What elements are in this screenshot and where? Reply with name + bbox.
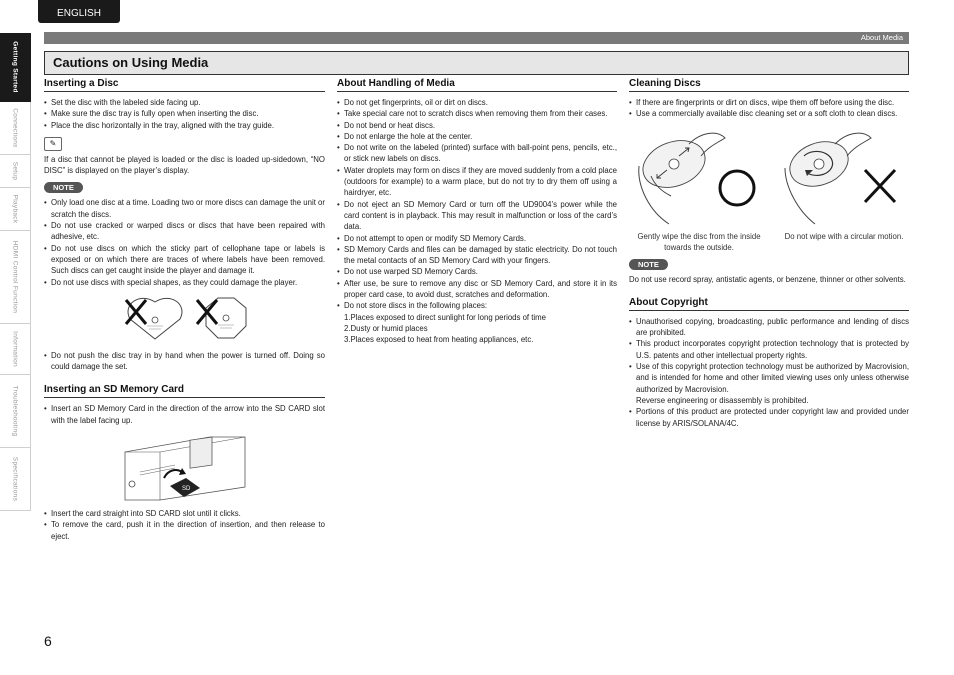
heading-handling: About Handling of Media <box>337 78 617 92</box>
sidebar-tab-connections[interactable]: Connections <box>0 102 31 155</box>
sd-label: SD <box>181 486 190 493</box>
list-item: • Do not push the disc tray in by hand when the power is turned off. Doing so could damage the set. <box>44 350 325 373</box>
sd-card-insertion-figure <box>120 432 250 502</box>
list-cleaning <box>629 97 909 120</box>
list-item: • Do not bend or heat discs. <box>337 120 617 131</box>
list-item: • Do not get fingerprints, oil or dirt on discs. <box>337 97 617 108</box>
cleaning-figure-ok <box>629 126 769 253</box>
wipe-inside-out-figure <box>629 126 769 226</box>
list-item: • Take special care not to scratch discs when removing them from their cases. <box>337 108 617 119</box>
memo-text: If a disc that cannot be played is loaded or the disc is loaded up-sidedown, “NO DISC” is displayed on the player’s display. <box>44 154 325 176</box>
note-badge: NOTE <box>629 259 668 270</box>
place-item: 2.Dusty or humid places <box>344 323 428 333</box>
column-left <box>44 78 325 542</box>
list-item: • Do not store discs in the following places: <box>337 300 617 311</box>
list-item: • Unauthorised copying, broadcasting, public performance and lending of discs are prohibited. <box>629 316 909 339</box>
caption-ok: Gently wipe the disc from the inside towards the outside. <box>637 231 761 252</box>
copyright-reverse: Reverse engineering or disassembly is prohibited. <box>636 395 809 405</box>
place-item: 3.Places exposed to heat from heating appliances, etc. <box>344 335 534 345</box>
list-item: • Do not attempt to open or modify SD Memory Cards. <box>337 233 617 244</box>
wipe-circular-figure <box>779 126 909 226</box>
language-tab: ENGLISH <box>38 0 120 23</box>
list-copyright-last <box>629 406 909 429</box>
list-item: • To remove the card, push it in the direction of insertion, and then release to eject. <box>44 519 325 542</box>
sidebar-tab-troubleshooting[interactable]: Troubleshooting <box>0 375 31 448</box>
sidebar-tab-specifications[interactable]: Specifications <box>0 448 31 511</box>
cleaning-figures <box>629 126 909 253</box>
list-item: • This product incorporates copyright protection technology that is protected by U.S. patents and other intellectual property rights. <box>629 338 909 361</box>
note-badge: NOTE <box>44 182 83 193</box>
page-title: Cautions on Using Media <box>53 55 209 70</box>
list-item: • Do not use discs on which the sticky part of cellophane tape or labels is exposed or on which there are traces of where labels have been removed. Such discs can get caught inside the player and damage it. <box>44 243 325 277</box>
heading-cleaning: Cleaning Discs <box>629 78 909 92</box>
sidebar-tab-playback[interactable]: Playback <box>0 188 31 231</box>
sidebar <box>0 33 30 511</box>
section-bar <box>44 32 909 44</box>
caption-ng: Do not wipe with a circular motion. <box>784 231 904 241</box>
heading-copyright: About Copyright <box>629 297 909 311</box>
list-item: • After use, be sure to remove any disc or SD Memory Card, and store it in its proper card case, to avoid dust, scratches and deformation. <box>337 278 617 301</box>
list-notes <box>44 197 325 287</box>
list-item: • Portions of this product are protected under copyright law and provided under license by ARIS/SOLANA/4C. <box>629 406 909 429</box>
list-item: • Set the disc with the labeled side facing up. <box>44 97 325 108</box>
list-item: • Insert an SD Memory Card in the direction of the arrow into the SD CARD slot with the label facing up. <box>44 403 325 426</box>
heading-sd-card: Inserting an SD Memory Card <box>44 384 325 398</box>
list-sd-card-after <box>44 508 325 542</box>
list-item: • Do not use discs with special shapes, as they could damage the player. <box>44 277 325 288</box>
list-item: • Do not eject an SD Memory Card or turn off the UD9004’s power while the card content is in playback. This may result in malfunction or loss of the card’s data. <box>337 199 617 233</box>
list-item: • Do not write on the labeled (printed) surface with ball-point pens, pencils, etc., or stick new labels on discs. <box>337 142 617 165</box>
heading-inserting-disc: Inserting a Disc <box>44 78 325 92</box>
place-item: 1.Places exposed to direct sunlight for long periods of time <box>344 312 546 322</box>
special-shape-discs-figure <box>110 294 260 344</box>
list-item: • Do not use cracked or warped discs or discs that have been repaired with adhesive, etc. <box>44 220 325 243</box>
list-item: • Insert the card straight into SD CARD slot until it clicks. <box>44 508 325 519</box>
list-after-figure <box>44 350 325 373</box>
list-item: • Use of this copyright protection technology must be authorized by Macrovision, and is intended for home and other limited viewing uses only unless otherwise authorized by Macrovision. <box>629 361 909 395</box>
list-item: • SD Memory Cards and files can be damaged by static electricity. Do not touch the metal contacts of an SD Memory Card with your fingers. <box>337 244 617 267</box>
column-middle <box>337 78 617 346</box>
list-item: • Place the disc horizontally in the tray, aligned with the tray guide. <box>44 120 325 131</box>
list-item: • Water droplets may form on discs if they are moved suddenly from a cold place (outdoors for example) to a warm place, but do not try to dry them off using a hairdryer, etc. <box>337 165 617 199</box>
sidebar-tab-getting-started[interactable]: Getting Started <box>0 33 31 102</box>
list-inserting-disc <box>44 97 325 131</box>
list-handling <box>337 97 617 312</box>
list-sd-card <box>44 403 325 426</box>
note-text: Do not use record spray, antistatic agents, or benzene, thinner or other solvents. <box>629 274 906 284</box>
sidebar-tab-hdmi-control[interactable]: HDMI Control Function <box>0 231 31 324</box>
cleaning-figure-ng <box>779 126 909 253</box>
list-item: • Make sure the disc tray is fully open when inserting the disc. <box>44 108 325 119</box>
page-number: 6 <box>44 633 52 649</box>
sidebar-tab-information[interactable]: Information <box>0 324 31 375</box>
list-item: • Do not enlarge the hole at the center. <box>337 131 617 142</box>
section-label: About Media <box>860 33 903 42</box>
list-item: • Only load one disc at a time. Loading two or more discs can damage the unit or scratch the discs. <box>44 197 325 220</box>
list-item: • If there are fingerprints or dirt on discs, wipe them off before using the disc. <box>629 97 909 108</box>
pencil-icon: ✎ <box>44 137 62 151</box>
list-item: • Do not use warped SD Memory Cards. <box>337 266 617 277</box>
sidebar-tab-setup[interactable]: Setup <box>0 155 31 188</box>
list-copyright <box>629 316 909 395</box>
list-item: • Use a commercially available disc cleaning set or a soft cloth to clean discs. <box>629 108 909 119</box>
column-right <box>629 78 909 429</box>
page-title-box <box>44 51 909 75</box>
